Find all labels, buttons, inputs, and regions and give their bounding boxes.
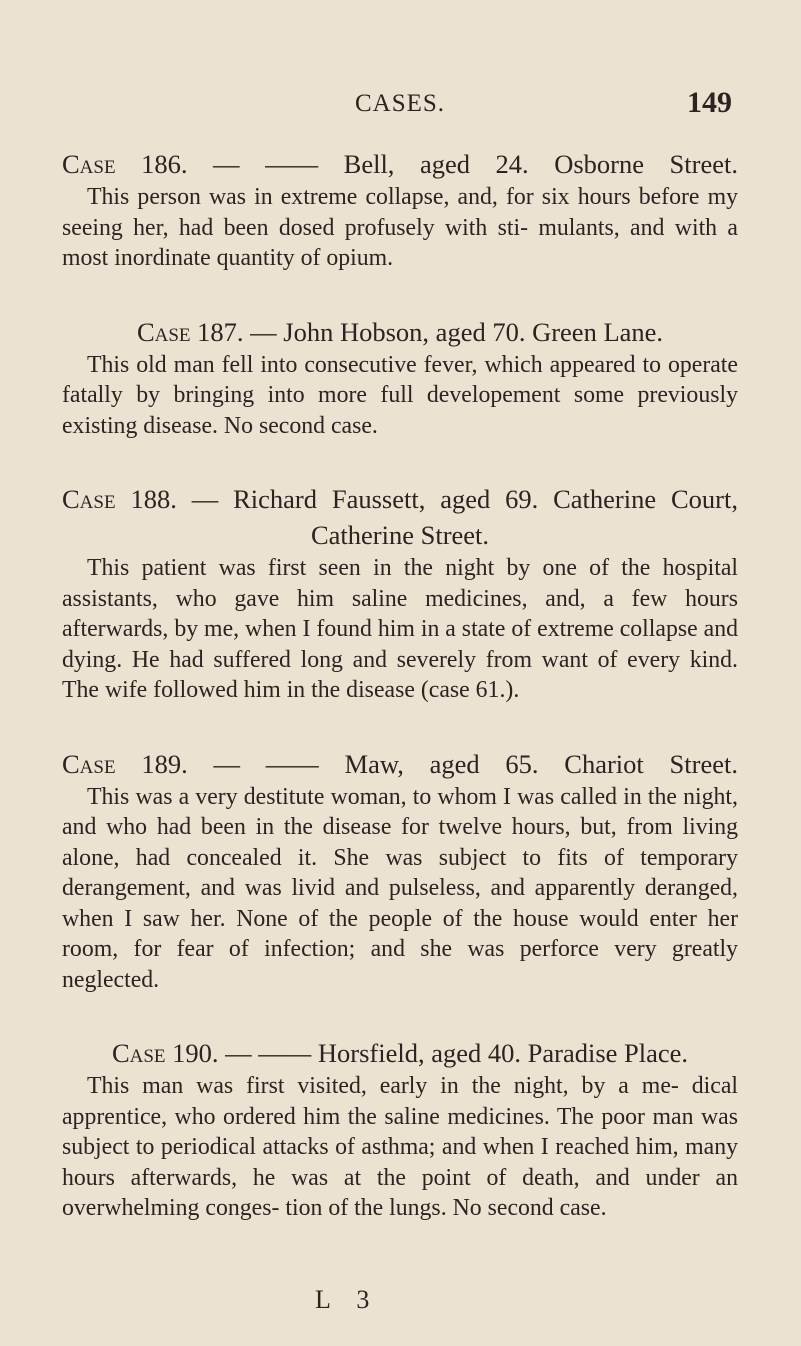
case-body: This man was first visited, early in the night, by a me- dical apprentice, who ordered him the saline medicines. The poor man was subject to periodical attacks of asthma; and when I reached him, many hours afterwards, he was at the point of death, and under an overwhelming conges- tion of the lungs. No second case. [62,1073,738,1221]
case-heading: Case 190. — —— Horsfield, aged 40. Paradise Place. [111,1038,689,1068]
page-number: 149 [687,86,732,119]
case-label: Case [62,748,116,779]
case-entry [62,1035,738,1224]
case-heading: Case 188. — Richard Faussett, aged 69. Catherine Court, Catherine Street. [62,484,738,550]
case-heading: Case 186. — —— Bell, aged 24. Osborne Street. [62,149,738,179]
signature-mark: L 3 [315,1285,380,1314]
case-heading: Case 187. — John Hobson, aged 70. Green Lane. [136,316,664,347]
case-body: This person was in extreme collapse, and, for six hours before my seeing her, had been dosed profusely with sti- mulants, and with a most inordinate quantity of opium. [62,184,738,271]
case-body: This old man fell into consecutive fever, which appeared to operate fatally by bringing into more full developement some previously existing disease. No second case. [62,351,738,439]
case-label: Case [62,149,116,179]
case-body: This was a very destitute woman, to whom I was called in the night, and who had been in the disease for twelve hours, but, from living alone, had concealed it. She was subject to fits of temporary derangement, and was livid and pulseless, and apparently deranged, when I saw her. None of the people of the house would enter her room, for fear of infection; and she was perforce very greatly neglected. [62,783,738,993]
case-label: Case [136,316,191,347]
case-entry [62,746,738,996]
case-entry [62,481,738,706]
page-content [62,146,738,1224]
running-title: CASES. [355,90,446,117]
case-entry [62,146,738,274]
case-heading: Case 189. — —— Maw, aged 65. Chariot Street. [62,748,738,779]
case-entry [62,314,738,442]
running-head [60,86,740,126]
case-body: This patient was first seen in the night by one of the hospital assistants, who gave him saline medicines, and, a few hours afterwards, by me, when I found him in a state of extreme collapse and dying. He had suffered long and severely from want of every kind. The wife followed him in the disease (case 61.). [62,555,738,703]
case-label: Case [111,1038,166,1068]
case-label: Case [62,484,116,514]
